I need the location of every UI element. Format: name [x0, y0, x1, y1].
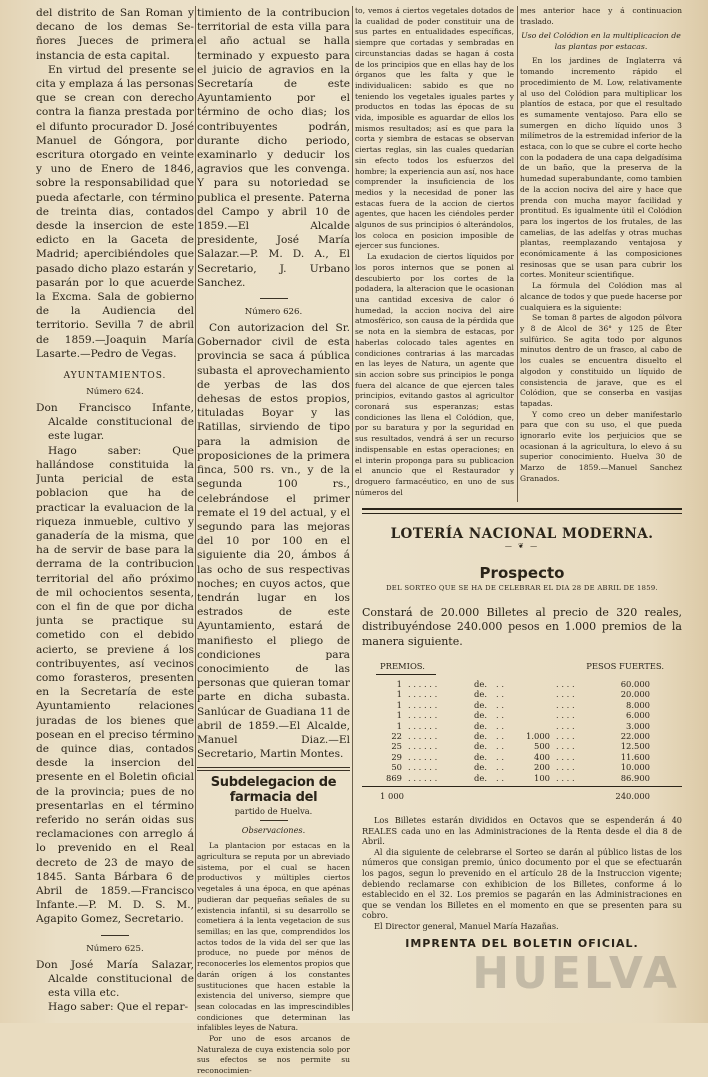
leader-dots: . . . . [556, 741, 575, 752]
prize-total: 86.900 [620, 772, 650, 783]
paragraph: Hago saber: Que hallándose constituida la Junta pericial de esta poblacion que ha de practicar la evaluacion de la riqueza inmueble, cultivo y ganadería de la misma, que ha de servir de base para la derrama de la contribucion territorial del año próximo de mil ochocientos sesenta, con el fin de que por dicha junta se practique su cometido con el debido acierto, se previene á los contribuyentes, así vecinos como forasteros, presenten en la Secretaría de este Ayuntamiento relaciones juradas de los bienes que posean en el preciso término de quince dias, contados desde la insercion del presente en el Boletin oficial de la provincia; pues de no presentarlas en el término referido no serán oidas sus reclamaciones con arreglo á lo prevenido en el Real decreto de 23 de mayo de 1845. Santa Bárbara 6 de Abril de 1859.—Francisco Infante.—P. M. D. S. M., Agapito Gomez, Secretario. [36, 444, 194, 926]
leader-dots: . . . . [556, 772, 575, 783]
leader-dots: . . . . [556, 699, 575, 710]
signature-line: El Director general, Manuel María Hazañas. [374, 920, 559, 931]
prize-count: 1 [396, 720, 402, 731]
prize-unit [510, 700, 550, 710]
prize-total: 12.500 [620, 741, 650, 752]
lottery-title: LOTERÍA NACIONAL MODERNA. [390, 526, 654, 542]
prize-de: de. [474, 762, 487, 773]
prize-count: 22 [391, 730, 402, 741]
prize-unit [510, 721, 550, 731]
prize-count: 869 [386, 772, 402, 783]
draw-date: DEL SORTEO QUE SE HA DE CELEBRAR EL DIA 28 DE ABRIL DE 1859. [386, 584, 658, 592]
leader-dots: . . . . . . [408, 678, 438, 689]
leader-dots: . . [496, 720, 504, 731]
leader-dots: . . [496, 730, 504, 741]
prize-de: de. [474, 730, 487, 741]
prize-unit [510, 689, 550, 699]
prize-row [362, 700, 682, 710]
section-subheading: partido de Huelva. [234, 806, 313, 817]
paragraph: Don José María Salazar, Alcalde constitucional de esta villa etc. [36, 958, 194, 999]
paragraph: Con autorizacion del Sr. Gobernador civil de esta provincia se saca á pública subasta el aprovechamiento de yerbas de las dos dehesas de estos propios, tituladas Boyar y las Ratillas, sirviendo de tipo para la admision de proposiciones de la primera finca, 500 rs. vn., y de la segunda 100 rs., celebrándose el primer remate el 19 del actual, y el segundo para las mejoras del 10 por 100 en el siguiente dia 20, ámbos á las ocho de sus respectivas noches; en cuyos actos, que tendrán lugar en los estrados de este Ayuntamiento, estará de manifiesto el pliego de condiciones para conocimiento de las personas que quieran tomar parte en dicha subasta. Sanlúcar de Guadiana 11 de abril de 1859.—El Alcalde, Manuel Diaz.—El Secretario, Martin Montes. [197, 322, 350, 761]
section-heading: Subdelegacion de farmacia del [210, 775, 337, 806]
divider [260, 820, 288, 821]
double-rule [197, 767, 350, 771]
divider [260, 298, 288, 299]
leader-dots: . . [496, 678, 504, 689]
prize-count: 25 [391, 741, 402, 752]
prize-total: 22.000 [620, 730, 650, 741]
lottery-lead: Constará de 20.000 Billetes al precio de 320 reales, distribuyéndose 240.000 pesos en 1.000 premios de la manera siguiente. [362, 606, 682, 648]
leader-dots: . . . . . . [408, 730, 438, 741]
prize-count: 29 [391, 751, 402, 762]
leader-dots: . . . . . . [408, 741, 438, 752]
prize-count: 1 [396, 699, 402, 710]
prize-row [362, 721, 682, 731]
leader-dots: . . . . . . [408, 751, 438, 762]
prize-unit: 1.000 [526, 730, 550, 741]
prize-row [362, 679, 682, 689]
prize-totals [362, 791, 682, 801]
leader-dots: . . . . . . [408, 699, 438, 710]
col-pesos: PESOS FUERTES. [586, 660, 664, 671]
prize-total: 10.000 [620, 762, 650, 773]
prize-row [362, 762, 682, 772]
column-divider [195, 6, 196, 1011]
prize-total: 60.000 [620, 678, 650, 689]
ornament-divider: — ❦ — [504, 542, 540, 550]
printer-imprint: IMPRENTA DEL BOLETIN OFICIAL. [405, 937, 639, 951]
col-premios: PREMIOS. [380, 660, 425, 671]
notice-number: Número 624. [86, 387, 144, 398]
divider [376, 674, 436, 675]
prize-de: de. [474, 751, 487, 762]
total-premios: 1 000 [380, 790, 404, 801]
prize-row [362, 741, 682, 751]
prize-unit: 200 [534, 762, 550, 773]
paragraph: La fórmula del Colódion mas al alcance de todos y que puede hacerse por cualquiera es la siguiente: [520, 281, 682, 312]
divider [101, 935, 129, 936]
paragraph: Se toman 8 partes de algodon pólvora y 8 de Alcol de 36° y 125 de Éter sulfúrico. Se agita todo por algunos minutos dentro de un frasco, al cabo de los cuales se encuentra disuelto el algodon y constituido un líquido de consistencia de jarave, que es el Colódion, que se conserba en vasijas tapadas. [520, 313, 682, 408]
prize-row [362, 752, 682, 762]
prize-de: de. [474, 720, 487, 731]
article-title: Uso del Colódion en la multiplicacion de las plantas por estacas. [521, 31, 681, 51]
prize-count: 50 [391, 762, 402, 773]
prize-row [362, 689, 682, 699]
leader-dots: . . . . . . [408, 762, 438, 773]
column-3 [355, 6, 514, 498]
total-pesos: 240.000 [615, 790, 650, 801]
lottery-notice [362, 508, 682, 950]
watermark: HUELVA [472, 948, 680, 999]
prize-unit: 500 [534, 741, 550, 752]
leader-dots: . . . . . . [408, 710, 438, 721]
prize-de: de. [474, 678, 487, 689]
leader-dots: . . [496, 741, 504, 752]
column-4 [520, 6, 682, 485]
notice-number: Número 626. [244, 307, 303, 318]
leader-dots: . . . . [556, 720, 575, 731]
prize-count: 1 [396, 710, 402, 721]
paragraph: timiento de la contribucion territorial de esta villa para el año actual se halla terminado y expuesto para el juicio de agravios en la Secretaría de este Ayuntamiento por el término de ocho dias; los contribuyentes podrán, durante dicho periodo, examinarlo y deducir los agravios que les convenga. Y para su notoriedad se publica el presente. Paterna del Campo y abril 10 de 1859.—El Alcalde presidente, José María Salazar.—P. M. D. A., El Secretario, J. Urbano Sanchez. [197, 7, 350, 289]
prize-total: 11.600 [620, 751, 650, 762]
leader-dots: . . . . [556, 678, 575, 689]
prize-row [362, 773, 682, 783]
leader-dots: . . [496, 751, 504, 762]
paragraph: Y como creo un deber manifestarlo para que con su uso, el que pueda ignorarlo evite los perjuicios que se ocasionan á la agricultura, lo elevo á su superior conocimiento. Huelva 30 de Marzo de 1859.—Manuel Sanchez Granados. [520, 409, 682, 483]
prize-de: de. [474, 699, 487, 710]
section-heading: AYUNTAMIENTOS. [63, 371, 167, 382]
paragraph: mes anterior hace y á continuacion traslado. [520, 6, 682, 26]
leader-dots: . . . . [556, 762, 575, 773]
paragraph: En virtud del presente se cita y emplaza á las personas que se crean con derecho contra la fianza prestada por el difunto procurador D. José Manuel de Góngora, por escritura otorgado en veinte y uno de Enero de 1846, sobre la responsabilidad que pueda afectarle, con término de treinta dias, contados desde la insercion de este edicto en la Gaceta de Madrid; apercibiéndoles que pasado dicho plazo estarán y pasarán por lo que acuerde la Excma. Sala de gobierno de la Audiencia del territorio. Sevilla 7 de abril de 1859.—Joaquin María Lasarte.—Pedro de Vegas. [36, 63, 194, 360]
leader-dots: . . [496, 710, 504, 721]
notice-number: Número 625. [86, 943, 144, 954]
divider [362, 786, 682, 787]
prize-unit: 100 [534, 772, 550, 783]
leader-dots: . . . . . . [408, 720, 438, 731]
leader-dots: . . [496, 772, 504, 783]
paragraph: Los Billetes estarán divididos en Octavos que se espenderán á 40 REALES cada uno en las Administraciones de la Renta desde el dia 8 de Abril. [362, 814, 682, 847]
paragraph: La plantacion por estacas en la agricultura se reputa por un abreviado sistema, por el cual se hacen productivos y múltiples ciertos vegetales á una época, en que apénas pudieran dar pequeñas señales de su existencia infantil, si su desarrollo se cometiera á la lenta vegetacion de sus semillas; en las que, comprendidos los actos todos de la vida del ser que las produce, no puede por ménos de reconocerles los elementos propios que darán orígen á los constantes sustituciones que hacen estable la existencia del universo, siempre que sean colocadas en las imprescindibles condiciones que determinan las infalibles leyes de Natura. [197, 841, 350, 1033]
prize-unit [510, 710, 550, 720]
prize-count: 1 [396, 678, 402, 689]
leader-dots: . . [496, 762, 504, 773]
prize-table-header [362, 661, 682, 671]
paragraph: Hago saber: Que el repar- [48, 1001, 189, 1014]
leader-dots: . . . . [556, 689, 575, 700]
prize-de: de. [474, 772, 487, 783]
prize-total: 3.000 [626, 720, 650, 731]
column-2 [197, 6, 350, 1077]
column-divider [352, 6, 353, 1011]
column-1 [36, 6, 194, 1014]
prize-de: de. [474, 689, 487, 700]
prize-row [362, 710, 682, 720]
prize-unit: 400 [534, 751, 550, 762]
prize-total: 6.000 [626, 710, 650, 721]
paragraph: En los jardines de Inglaterra vá tomando incremento rápido el procedimiento de M. Low, relativamente al uso del Colódion para multiplicar los plantíos de estaca, por que el resultado es sumamente ventajoso. Para ello se sumergen en dicho líquido unos 3 milímetros de la estremidad inferior de la estaca, con lo que se cubre el corte hecho con la podadera de una capa delgadísima de un baño, que la preserva de la humedad superabundante, como tambien de la accion nociva del aire y hace que prenda con mucha mayor facilidad y prontitud. Es igualmente útil el Colódion para los ingertos de los frutales, de las camelias, de las adelfas y otras muchas plantas, reemplazando ventajosa y económicamente á las composiciones resinosas que se usan para cubrir los cortes. Moniteur scientifique. [520, 56, 682, 280]
prize-de: de. [474, 741, 487, 752]
prize-count: 1 [396, 689, 402, 700]
leader-dots: . . . . [556, 710, 575, 721]
paragraph: Por uno de esos arcanos de Naturaleza de cuya existencia solo por sus efectos se nos permite su reconocimien- [197, 1034, 350, 1076]
leader-dots: . . . . [556, 751, 575, 762]
prize-table [362, 679, 682, 783]
paragraph: to, vemos á ciertos vegetales dotados de la cualidad de poder constituir una de sus partes en entualidades específicas, siempre que cortadas y sembradas en circunstancias dadas se hagan á costa de los principios que en ellas hay de los órganos que les falta y que le individualicen: sabido es que no teniendo los vegetales iguales partes y productos en todas las épocas de su vida, imposible es aguardar de ellos los mismos resultados; así es que para la corta y siembra de estacas se observan ciertas reglas, sin las cuales quedarían sin efecto todos los esfuerzos del hombre; la experiencia aun así, nos hace comprender la insuficiencia de los medios y la necesidad de poner las estacas fuera de la accion de ciertos agentes, que hacen les ciéndoles perder algunos de sus principios ó alterándolos, los coloca en posicion imposible de ejercer sus funciones. [355, 6, 514, 251]
paragraph: Don Francisco Infante, Alcalde constitucional de este lugar. [36, 402, 194, 443]
prize-total: 8.000 [626, 699, 650, 710]
prize-total: 20.000 [620, 689, 650, 700]
prize-row [362, 731, 682, 741]
column-divider [517, 6, 518, 502]
leader-dots: . . [496, 689, 504, 700]
leader-dots: . . [496, 699, 504, 710]
prospecto-heading: Prospecto [479, 564, 565, 582]
paragraph: del distrito de San Roman y decano de los demas Se-ñores Jueces de primera instancia de esta capital. [36, 7, 194, 62]
leader-dots: . . . . [556, 730, 575, 741]
leader-dots: . . . . . . [408, 772, 438, 783]
leader-dots: . . . . . . [408, 689, 438, 700]
paragraph: La exudacion de ciertos líquidos por los poros internos que se ponen al descubierto por los cortes de la podadera, la alteracion que le ocasionan una cantidad excesiva de calor ó humedad, la accion nociva del aire atmosférico, son causa de la pérdida que se nota en la siembra de estacas, por haberlas colocado tales agentes en condiciones contrarias á las marcadas en las leyes de Natura, un agente que sin accion sobre sus principios le ponga fuera del alcance de que ejercen tales principios, evitando gastos al agricultor coronará sus esperanzas; estas condiciones las llena el Colódion, que, por su baratura y por la seguridad en sus resultados, vendrá á ser un recurso indispensable en estas operaciones; en el interin proponga para su publicacion el anuncio que el Restaurador y droguero farmacéutico, en uno de sus números del [355, 252, 514, 497]
subsection-title: Observaciones. [241, 825, 306, 836]
prize-de: de. [474, 710, 487, 721]
prize-unit [510, 679, 550, 689]
double-rule [362, 508, 682, 514]
paragraph: Al dia siguiente de celebrarse el Sorteo se darán al público listas de los números que consigan premio, único documento por el que se efectuarán los pagos, segun lo prevenido en el artículo 28 de la Instruccion vigente; debiendo reclamarse con exhibicion de los Billetes, conforme á lo establecido en el 32. Los premios se pagarán en las Administraciones en que se vendan los Billetes en el momento en que se presenten para su cobro. [362, 846, 682, 921]
